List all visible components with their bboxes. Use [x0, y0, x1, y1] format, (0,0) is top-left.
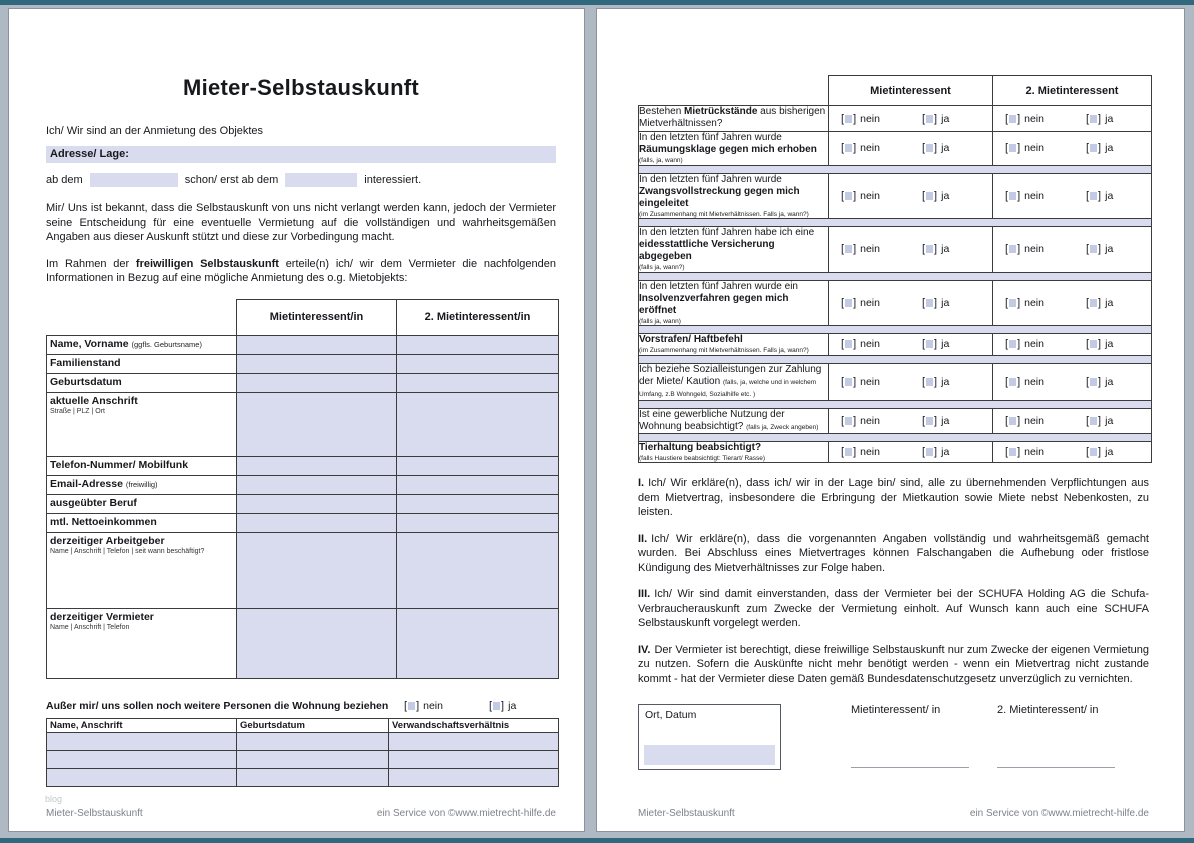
checkbox-nein[interactable]	[841, 297, 856, 309]
input-cell[interactable]	[237, 768, 389, 786]
checkbox-ja[interactable]	[1086, 142, 1101, 154]
col-header-mietinteressent-2: 2. Mietinteressent/in	[397, 299, 559, 335]
ort-datum-input[interactable]	[644, 745, 775, 765]
question-row-8: Ist eine gewerbliche Nutzung der Wohnung beabsichtigt? (falls ja, Zweck angeben) [ ] nein [ ] ja [ ] nein [ ] ja	[639, 408, 1152, 433]
input-cell[interactable]	[397, 475, 559, 494]
additional-persons-table	[46, 718, 559, 787]
answer-input-row	[639, 355, 1152, 363]
ab-dem-label: ab dem	[46, 174, 83, 186]
col-header-mietinteressent-2: 2. Mietinteressent	[993, 76, 1152, 106]
address-input-bar[interactable]	[46, 146, 556, 163]
checkbox-nein[interactable]	[1005, 376, 1020, 388]
row-familienstand: Familienstand	[47, 354, 559, 373]
checkbox-ja[interactable]	[1086, 338, 1101, 350]
page-1	[8, 8, 585, 832]
input-cell[interactable]	[397, 335, 559, 354]
checkbox-nein[interactable]	[841, 446, 856, 458]
clause-4: IV. Der Vermieter ist berechtigt, diese freiwillige Selbstauskunft nur zum Zwecke der eigenen Vermietung zu nutzen. Sofern die Auskünfte nicht mehr benötigt werden - wenn ein Mietvertrag nicht zustande kommt - hat der Vermieter diese Daten gemäß Bundesdatenschutzgesetz unverzüglich zu vernichten.	[638, 643, 1149, 685]
page-footer	[638, 808, 1149, 819]
checkbox-nein[interactable]	[1005, 113, 1020, 125]
input-cell[interactable]	[237, 513, 397, 532]
checkbox-ja[interactable]	[1086, 415, 1101, 427]
signature-label-1: Mietinteressent/ in	[851, 704, 941, 716]
checkbox-ja[interactable]	[922, 376, 937, 388]
checkbox-ja[interactable]	[922, 415, 937, 427]
input-cell[interactable]	[47, 750, 237, 768]
checkbox-nein[interactable]	[841, 243, 856, 255]
intro-line: Ich/ Wir sind an der Anmietung des Objektes	[46, 125, 264, 137]
signature-column-2	[997, 704, 1115, 770]
question-row-1: Bestehen Mietrückstände aus bisherigen Mietverhältnissen? [ ] nein [ ] ja [ ] nein [ ] ja	[639, 106, 1152, 132]
footer-service: ein Service von ©www.mietrecht-hilfe.de	[376, 808, 556, 819]
signature-label-2: 2. Mietinteressent/ in	[997, 704, 1099, 716]
answer-input-row	[639, 433, 1152, 441]
input-cell[interactable]	[397, 354, 559, 373]
checkbox-ja[interactable]	[922, 142, 937, 154]
checkbox-ja[interactable]	[1086, 297, 1101, 309]
input-cell[interactable]	[397, 608, 559, 678]
window-edge-top	[0, 0, 1194, 5]
checkbox-nein[interactable]	[1005, 297, 1020, 309]
checkbox-nein[interactable]	[1005, 190, 1020, 202]
input-cell[interactable]	[47, 732, 237, 750]
checkbox-nein[interactable]	[841, 338, 856, 350]
input-cell[interactable]	[397, 494, 559, 513]
input-cell[interactable]	[237, 373, 397, 392]
ort-datum-label: Ort, Datum	[645, 709, 697, 721]
option-ja: [ ] ja	[489, 700, 516, 712]
input-cell[interactable]	[237, 475, 397, 494]
wann-input[interactable]	[639, 433, 1152, 441]
input-cell[interactable]	[237, 335, 397, 354]
checkbox-ja[interactable]	[1086, 446, 1101, 458]
checkbox-ja[interactable]	[922, 338, 937, 350]
row-arbeitgeber: derzeitiger Arbeitgeber Name | Anschrift | Telefon | seit wann beschäftigt?	[47, 532, 559, 608]
row-aktuelle-anschrift: aktuelle Anschrift Straße | PLZ | Ort	[47, 392, 559, 456]
input-cell[interactable]	[237, 392, 397, 456]
table-row	[47, 732, 559, 750]
answer-input-row	[639, 272, 1152, 280]
table-row	[47, 750, 559, 768]
footer-title: Mieter-Selbstauskunft	[46, 808, 143, 819]
col-header-geburtsdatum: Geburtsdatum	[237, 718, 389, 732]
document-title: Mieter-Selbstauskunft	[182, 75, 420, 100]
schon-erst-label: schon/ erst ab dem	[184, 174, 279, 186]
table-corner	[47, 299, 237, 335]
wann-input[interactable]	[639, 272, 1152, 280]
checkbox-nein[interactable]	[841, 415, 856, 427]
questions-table	[638, 75, 1152, 463]
input-cell[interactable]	[237, 608, 397, 678]
question-row-5: In den letzten fünf Jahren wurde ein Insolvenzverfahren gegen mich eröffnet (falls ja, wann) [ ] nein [ ] ja [ ] nein [ ] ja	[639, 280, 1152, 326]
input-cell[interactable]	[237, 532, 397, 608]
input-cell[interactable]	[237, 750, 389, 768]
checkbox-ja[interactable]	[922, 243, 937, 255]
question-row-4: In den letzten fünf Jahren habe ich eine eidesstattliche Versicherung abgegeben (falls ja, wann?) [ ] nein [ ] ja [ ] nein [ ] ja	[639, 227, 1152, 273]
col-header-verwandschaft: Verwandschaftsverhältnis	[389, 718, 559, 732]
checkbox-nein[interactable]	[841, 376, 856, 388]
window-edge-bottom	[0, 838, 1194, 843]
clause-2: II. Ich/ Wir erkläre(n), dass die vorgenannten Angaben vollständig und wahrheitsgemäß gemacht wurden. Bei Abschluss eines Mietvertrages können Falschangaben die Aufhebung oder fristlose Kündigung des Mietverhältnisses zur Folge haben.	[638, 532, 1149, 574]
checkbox-nein[interactable]	[1005, 415, 1020, 427]
input-cell[interactable]	[237, 494, 397, 513]
row-telefon: Telefon-Nummer/ Mobilfunk	[47, 456, 559, 475]
row-name-vorname: Name, Vorname (ggfls. Geburtsname)	[47, 335, 559, 354]
table-row	[47, 768, 559, 786]
checkbox-nein[interactable]	[1005, 243, 1020, 255]
footer-title: Mieter-Selbstauskunft	[638, 808, 735, 819]
ort-datum-box	[638, 704, 781, 770]
input-cell[interactable]	[397, 532, 559, 608]
wann-input[interactable]	[639, 355, 1152, 363]
row-geburtsdatum: Geburtsdatum	[47, 373, 559, 392]
additional-persons-question: Außer mir/ uns sollen noch weitere Personen die Wohnung beziehen [ ] nein [ ] ja	[46, 700, 556, 712]
row-email: Email-Adresse (freiwillig)	[47, 475, 559, 494]
checkbox-ja[interactable]	[922, 446, 937, 458]
paragraph-freiwillig: Im Rahmen der freiwilligen Selbstauskunft erteile(n) ich/ wir dem Vermieter die nachfolgenden Informationen in Bezug auf eine mögliche Anmietung des o.g. Mietobjekts:	[46, 257, 556, 284]
checkbox-nein[interactable]	[1005, 338, 1020, 350]
wann-input[interactable]	[639, 400, 1152, 408]
clause-3: III. Ich/ Wir sind damit einverstanden, dass der Vermieter bei der SCHUFA Holding AG die Schufa-Verbraucherauskunft zum Zwecke der Vermietung einholt. Auf Wunsch kann auch eine SCHUFA Selbstauskunft vorgelegt werden.	[638, 588, 1149, 629]
input-cell[interactable]	[47, 768, 237, 786]
checkbox-nein[interactable]	[404, 700, 419, 712]
input-cell[interactable]	[397, 373, 559, 392]
declaration-clauses	[638, 476, 1149, 686]
input-cell[interactable]	[389, 750, 559, 768]
signature-column-1	[851, 704, 969, 770]
input-cell[interactable]	[237, 354, 397, 373]
question-row-2: In den letzten fünf Jahren wurde Räumungsklage gegen mich erhoben (falls, ja, wann) [ ] nein [ ] ja [ ] nein [ ] ja	[639, 132, 1152, 166]
wann-input[interactable]	[639, 219, 1152, 227]
signature-line-2[interactable]	[997, 767, 1115, 768]
answer-input-row	[639, 165, 1152, 173]
input-cell[interactable]	[397, 392, 559, 456]
checkbox-ja[interactable]	[1086, 190, 1101, 202]
checkbox-ja[interactable]	[922, 297, 937, 309]
question-row-9: Tierhaltung beabsichtigt? (falls Haustiere beabsichtigt: Tierart/ Rasse) [ ] nein [ ] ja [ ] nein [ ] ja	[639, 441, 1152, 463]
question-row-3: In den letzten fünf Jahren wurde Zwangsvollstreckung gegen mich eingeleitet (im Zusammenhang mit Mietverhältnissen. Falls ja, wann?) [ ] nein [ ] ja [ ] nein [ ] ja	[639, 173, 1152, 219]
address-label: Adresse/ Lage:	[50, 148, 129, 160]
answer-input-row	[639, 326, 1152, 334]
signature-line-1[interactable]	[851, 767, 969, 768]
signature-section	[638, 704, 1149, 770]
checkbox-nein[interactable]	[841, 190, 856, 202]
col-header-mietinteressent: Mietinteressent/in	[237, 299, 397, 335]
checkbox-ja[interactable]	[922, 190, 937, 202]
checkbox-ja[interactable]	[922, 113, 937, 125]
checkbox-ja[interactable]	[489, 700, 504, 712]
checkbox-ja[interactable]	[1086, 243, 1101, 255]
row-vermieter: derzeitiger Vermieter Name | Anschrift | Telefon	[47, 608, 559, 678]
question-row-6: Vorstrafen/ Haftbefehl (im Zusammenhang mit Mietverhältnissen. Falls ja, wann?) [ ] nein [ ] ja [ ] nein [ ] ja	[639, 334, 1152, 356]
watermark-blog: blog	[45, 794, 63, 804]
paragraph-known: Mir/ Uns ist bekannt, dass die Selbstauskunft von uns nicht verlangt werden kann, jedoch der Vermieter seine Entscheidung für eine eventuelle Vermietung auf die vollständigen und wahrheitsgemäßen Angaben aus dieser Auskunft stützt und diese zur Vorbedingung macht.	[46, 202, 556, 243]
input-cell[interactable]	[397, 456, 559, 475]
row-nettoeinkommen: mtl. Nettoeinkommen	[47, 513, 559, 532]
table-corner	[639, 76, 829, 106]
input-cell[interactable]	[237, 732, 389, 750]
checkbox-nein[interactable]	[1005, 446, 1020, 458]
input-cell[interactable]	[237, 456, 397, 475]
question-row-7: Ich beziehe Sozialleistungen zur Zahlung der Miete/ Kaution (falls, ja, welche und in welchem Umfang, z.B Wohngeld, Sozialhilfe etc. ) [ ] nein [ ] ja [ ] nein [ ] ja	[639, 363, 1152, 400]
footer-service: ein Service von ©www.mietrecht-hilfe.de	[969, 808, 1149, 819]
wann-input[interactable]	[639, 165, 1152, 173]
answer-input-row	[639, 400, 1152, 408]
date-row	[46, 173, 556, 187]
checkbox-nein[interactable]	[841, 142, 856, 154]
clause-1: I. Ich/ Wir erkläre(n), dass ich/ wir in der Lage bin/ sind, alle zu übernehmenden Verpflichtungen aus dem Mietvertrag, insbesondere die Erbringung der Mietkaution sowie Miete nebst Nebenkosten, zu leisten.	[638, 477, 1149, 518]
answer-input-row	[639, 219, 1152, 227]
checkbox-ja[interactable]	[1086, 376, 1101, 388]
ab-dem-input[interactable]	[90, 173, 178, 187]
input-cell[interactable]	[397, 513, 559, 532]
col-header-name-anschrift: Name, Anschrift	[47, 718, 237, 732]
wann-input[interactable]	[639, 326, 1152, 334]
row-beruf: ausgeübter Beruf	[47, 494, 559, 513]
input-cell[interactable]	[389, 732, 559, 750]
erst-ab-dem-input[interactable]	[285, 173, 357, 187]
checkbox-ja[interactable]	[1086, 113, 1101, 125]
interessiert-label: interessiert.	[364, 174, 422, 186]
applicant-info-table	[46, 299, 559, 679]
input-cell[interactable]	[389, 768, 559, 786]
option-nein: [ ] nein	[404, 700, 443, 712]
checkbox-nein[interactable]	[1005, 142, 1020, 154]
page-2	[596, 8, 1185, 832]
col-header-mietinteressent: Mietinteressent	[829, 76, 993, 106]
page-footer	[46, 808, 556, 819]
checkbox-nein[interactable]	[841, 113, 856, 125]
